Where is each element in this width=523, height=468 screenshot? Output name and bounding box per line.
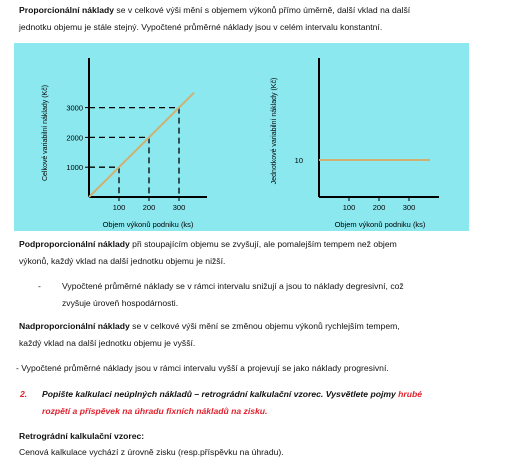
x-tick-label-right: 300 <box>402 203 416 212</box>
x-tick-label-right: 100 <box>342 203 356 212</box>
x-tick-label-right: 200 <box>372 203 386 212</box>
x-tick-label-left: 100 <box>112 203 126 212</box>
x-axis-label-left: Objem výkonů podniku (ks) <box>102 220 194 229</box>
chart-panel <box>14 43 469 231</box>
y-tick-label-left: 1000 <box>66 163 83 173</box>
term-proportional: Proporcionální náklady <box>19 5 115 15</box>
nadprop-paragraph: Nadproporcionální náklady se v celkové výši mění se změnou objemu výkonů rychlejším tempem, každý vklad na další jednotku objemu je vyšší. <box>19 321 400 348</box>
intro-paragraph <box>19 2 519 36</box>
x-tick-label-left: 200 <box>142 203 156 212</box>
podprop-bullet: Vypočtené průměrné náklady se v rámci intervalu snižují a jsou to náklady degresivní, což zvyšuje úroveň hospodárnosti. <box>62 281 404 308</box>
podprop-paragraph: Podproporcionální náklady při stoupajícím objemu se zvyšují, ale pomalejším tempem než objem výkonů, každý vklad na další jednotku objemu je nižší. <box>19 239 397 266</box>
intro-line-1: Proporcionální náklady se v celkové výši mění s objemem výkonů přímo úměrně, další vklad na další <box>19 5 411 15</box>
bullet-mark: - <box>38 281 41 291</box>
retro-heading: Retrográdní kalkulační vzorec: <box>19 431 145 441</box>
question-number: 2. <box>20 389 28 399</box>
nadprop-progressive-line: - Vypočtené průměrné náklady jsou v rámci intervalu vyšší a projevují se jako náklady progresivní. <box>16 363 389 373</box>
retro-text: Cenová kalkulace vychází z úrovně zisku (resp.příspěvku na úhradu). <box>19 447 284 457</box>
term-subproportional: Podproporcionální náklady <box>19 239 130 249</box>
y-tick-label-left: 2000 <box>66 133 83 143</box>
x-axis-label-right: Objem výkonů podniku (ks) <box>334 220 426 229</box>
question-text: Popište kalkulaci neúplných nákladů – retrográdní kalkulační vzorec. Vysvětlete pojmy hrubé rozpětí a příspěvek na úhradu fixních nákladů na zisku. <box>42 389 423 416</box>
charts-svg <box>14 43 469 231</box>
term-superproportional: Nadproporcionální náklady <box>19 321 130 331</box>
x-tick-label-left: 300 <box>172 203 186 212</box>
intro-line-2: jednotku objemu je stále stejný. Vypočtené průměrné náklady jsou v celém intervalu konstantní. <box>19 22 383 32</box>
y-axis-label-left: Celkové variabilní náklady (Kč) <box>42 84 49 182</box>
series-line-total-costs <box>89 93 194 197</box>
y-tick-label-right: 10 <box>294 156 303 165</box>
y-tick-label-left: 3000 <box>66 103 83 113</box>
y-axis-label-right: Jednotkové variabilní náklady (Kč) <box>271 77 278 185</box>
